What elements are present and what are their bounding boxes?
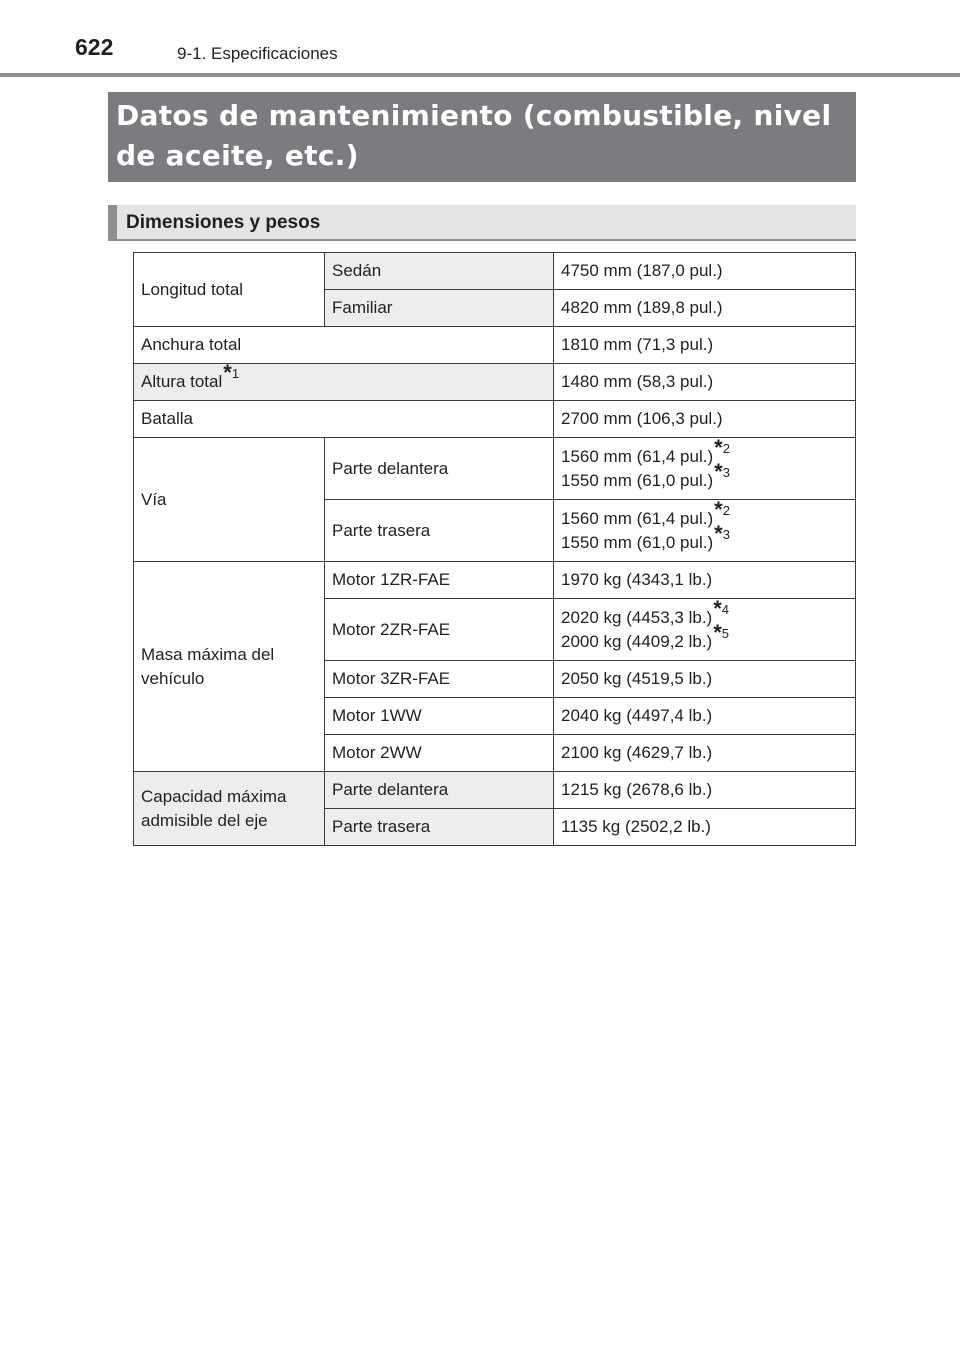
table-row	[134, 364, 856, 401]
footnote-number: 4	[721, 601, 730, 617]
table-row	[134, 562, 856, 599]
engine-3zr-label: Motor 3ZR-FAE	[325, 661, 554, 698]
footnote-number: 2	[722, 440, 730, 456]
track-rear-label: Parte trasera	[325, 500, 554, 562]
track-rear-value: 1560 mm (61,4 pul.)*$^2$ 1550 mm (61,0 pul.)*$^3$	[554, 500, 856, 562]
axle-rear-value: 1135 kg (2502,2 lb.)	[554, 809, 856, 846]
wagon-label: Familiar	[325, 290, 554, 327]
footnote-number: 1	[231, 366, 240, 381]
subsection-title: Dimensiones y pesos	[126, 212, 321, 233]
footnote-asterisk: *	[713, 619, 722, 645]
height-value: 1480 mm (58,3 pul.)	[554, 364, 856, 401]
engine-1zr-value: 1970 kg (4343,1 lb.)	[554, 562, 856, 599]
table-row	[134, 401, 856, 438]
table-row	[134, 438, 856, 500]
axle-label: Capacidad máxima admisible del eje	[134, 772, 325, 846]
footnote-asterisk: *	[223, 360, 232, 385]
footnote-asterisk: *	[714, 496, 723, 522]
footnote-asterisk: *	[713, 595, 722, 621]
sedan-label: Sedán	[325, 253, 554, 290]
specs-table	[133, 252, 856, 846]
footnote-asterisk: *	[714, 458, 723, 484]
footnote-asterisk: *	[714, 434, 723, 460]
wheelbase-value: 2700 mm (106,3 pul.)	[554, 401, 856, 438]
subsection-header	[108, 205, 856, 241]
axle-rear-label: Parte trasera	[325, 809, 554, 846]
engine-1zr-label: Motor 1ZR-FAE	[325, 562, 554, 599]
track-label: Vía	[134, 438, 325, 562]
footnote-asterisk: *	[714, 520, 723, 546]
subsection-bar	[108, 205, 117, 241]
page-header	[0, 0, 960, 78]
track-front-value: 1560 mm (61,4 pul.)*$^2$ 1550 mm (61,0 pul.)*$^3$	[554, 438, 856, 500]
engine-2ww-value: 2100 kg (4629,7 lb.)	[554, 735, 856, 772]
header-rule	[0, 73, 960, 77]
mass-label: Masa máxima del vehículo	[134, 562, 325, 772]
page-number: 622	[75, 34, 114, 60]
footnote-number: 2	[722, 502, 730, 518]
wheelbase-label: Batalla	[134, 401, 554, 438]
footnote-number: 3	[722, 464, 730, 480]
length-label: Longitud total	[134, 253, 325, 327]
engine-1ww-label: Motor 1WW	[325, 698, 554, 735]
width-label: Anchura total	[134, 327, 554, 364]
axle-front-label: Parte delantera	[325, 772, 554, 809]
axle-front-value: 1215 kg (2678,6 lb.)	[554, 772, 856, 809]
track-front-label: Parte delantera	[325, 438, 554, 500]
engine-2zr-label: Motor 2ZR-FAE	[325, 599, 554, 661]
table-row	[134, 772, 856, 809]
page-title: Datos de mantenimiento (combustible, nivel de aceite, etc.)	[116, 99, 832, 172]
width-value: 1810 mm (71,3 pul.)	[554, 327, 856, 364]
engine-1ww-value: 2040 kg (4497,4 lb.)	[554, 698, 856, 735]
sedan-value: 4750 mm (187,0 pul.)	[554, 253, 856, 290]
section-reference: 9-1. Especificaciones	[177, 44, 338, 63]
footnote-number: 3	[722, 526, 730, 542]
engine-2ww-label: Motor 2WW	[325, 735, 554, 772]
table-row	[134, 327, 856, 364]
engine-2zr-value: 2020 kg (4453,3 lb.)*$^4$ 2000 kg (4409,2 lb.)*$^5$	[554, 599, 856, 661]
height-label: Altura total*$^1$	[134, 364, 554, 401]
engine-3zr-value: 2050 kg (4519,5 lb.)	[554, 661, 856, 698]
footnote-number: 5	[721, 625, 730, 641]
table-row	[134, 253, 856, 290]
wagon-value: 4820 mm (189,8 pul.)	[554, 290, 856, 327]
